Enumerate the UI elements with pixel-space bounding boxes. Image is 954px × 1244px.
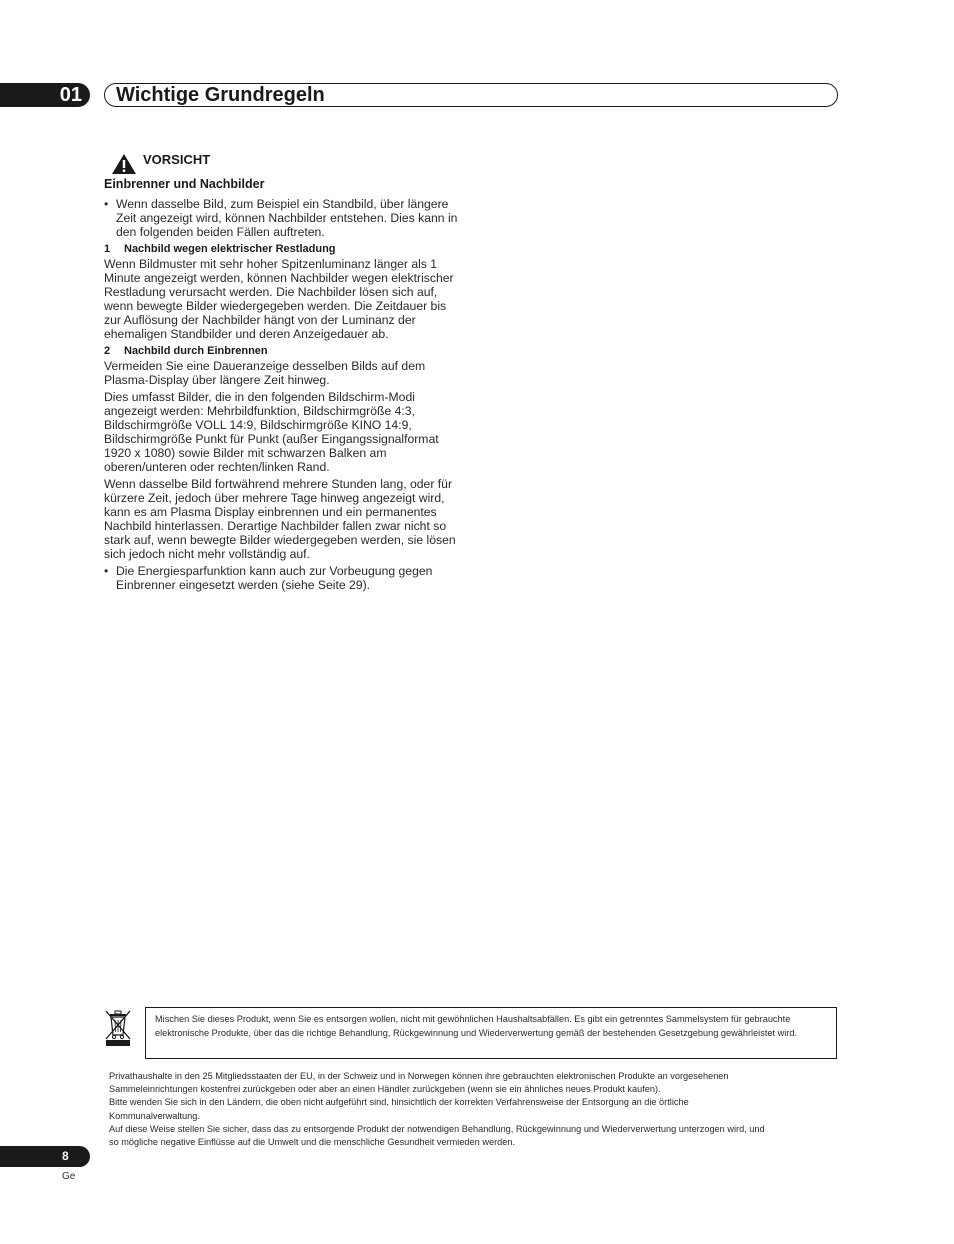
item2-text-2: Dies umfasst Bilder, die in den folgenden Bildschirm-Modi angezeigt werden: Mehrbildfunktion, Bildschirmgröße 4:3, Bildschirmgröße VOLL 14:9, Bildschirmgröße KINO 14:9, Bildschirmgröße Punkt für Punkt (außer Eingangssignalformat 1920 x 1080) sowie Bilder mit schwarzen Balken am oberen/unteren oder rechten/linken Rand. (104, 390, 439, 474)
bullet-marker: • (104, 197, 109, 211)
caution-label: VORSICHT (143, 152, 211, 167)
item2-heading (104, 344, 459, 358)
disposal-line: so mögliche negative Einflüsse auf die Umwelt und die menschliche Gesundheit vermieden werden. (109, 1137, 516, 1148)
language-code: Ge (62, 1171, 76, 1182)
disposal-notice-text: Mischen Sie dieses Produkt, wenn Sie es entsorgen wollen, nicht mit gewöhnlichen Haushaltsabfällen. Es gibt ein getrenntes Sammelsystem für gebrauchte elektronische Produkte, über das die richtige Behandlung, Rückgewinnung und Wiederverwertung gemäß der bestehenden Gesetzgebung gewährleistet wird. (155, 1014, 797, 1038)
item1-title: Nachbild wegen elektrischer Restladung (124, 243, 336, 255)
weee-bar (106, 1040, 130, 1046)
item2-title: Nachbild durch Einbrennen (124, 345, 268, 357)
item1-heading (104, 242, 459, 256)
item2-number: 2 (104, 345, 111, 357)
intro-bullet-text: Wenn dasselbe Bild, zum Beispiel ein Standbild, über längere Zeit angezeigt wird, können Nachbilder entstehen. Dies kann in den folgenden beiden Fällen auftreten. (116, 197, 458, 239)
item2-text-3: Wenn dasselbe Bild fortwährend mehrere Stunden lang, oder für kürzere Zeit, jedoch über mehrere Tage hinweg angezeigt wird, kann es am Plasma Display einbrennen und ein permanentes Nachbild hinterlassen. Derartige Nachbilder fallen zwar nicht so stark auf, wenn bewegte Bilder wiedergegeben werden, sie lösen sich jedoch nicht mehr vollständig auf. (104, 477, 456, 561)
item2-text-1: Vermeiden Sie eine Daueranzeige desselben Bilds auf dem Plasma-Display über längere Zeit hinweg. (104, 359, 426, 387)
final-bullet-text: Die Energiesparfunktion kann auch zur Vorbeugung gegen Einbrenner eingesetzt werden (siehe Seite 29). (116, 564, 433, 592)
disposal-line: Auf diese Weise stellen Sie sicher, dass das zu entsorgende Produkt der notwendigen Behandlung, Rückgewinnung und Wiederverwertung unterzogen wird, und (109, 1123, 765, 1134)
disposal-line: Privathaushalte in den 25 Mitgliedsstaaten der EU, in der Schweiz und in Norwegen können ihre gebrauchten elektronischen Produkte an vorgesehenen (109, 1071, 729, 1081)
main-column (104, 150, 459, 595)
item1-text: Wenn Bildmuster mit sehr hoher Spitzenluminanz länger als 1 Minute angezeigt werden, können Nachbilder wegen elektrischer Restladung verursacht werden. Die Nachbilder lösen sich auf, wenn bewegte Bilder wiedergegeben werden. Die Zeitdauer bis zur Auflösung der Nachbilder hängt von der Luminanz der ehemaligen Standbilder und deren Anzeigedauer ab. (104, 257, 454, 341)
intro-bullet (104, 197, 459, 239)
page-number-tab (0, 1146, 90, 1167)
disposal-line: Kommunalverwaltung. (109, 1110, 200, 1121)
final-bullet (104, 564, 459, 592)
page-number: 8 (62, 1149, 69, 1163)
chapter-title-box (104, 83, 838, 107)
item1-number: 1 (104, 243, 111, 255)
disposal-line: Bitte wenden Sie sich in den Ländern, die oben nicht aufgeführt sind, hinsichtlich der korrekten Verfahrensweise der Entsorgung an die örtliche (109, 1097, 689, 1108)
bullet-marker: • (104, 564, 109, 578)
section-heading: Einbrenner und Nachbilder (104, 177, 265, 191)
chapter-tab (0, 83, 90, 107)
chapter-number: 01 (59, 84, 82, 106)
disposal-line: Sammeleinrichtungen kostenfrei zurückgeben oder aber an einen Händler zurückgeben (wenn sie ein ähnliches neues Produkt kaufen). (109, 1084, 661, 1095)
page-title: Wichtige Grundregeln (116, 84, 325, 106)
warning-triangle-icon (111, 153, 137, 175)
disposal-details (109, 1070, 835, 1149)
disposal-notice-box (145, 1007, 837, 1059)
caution-heading (104, 150, 459, 176)
